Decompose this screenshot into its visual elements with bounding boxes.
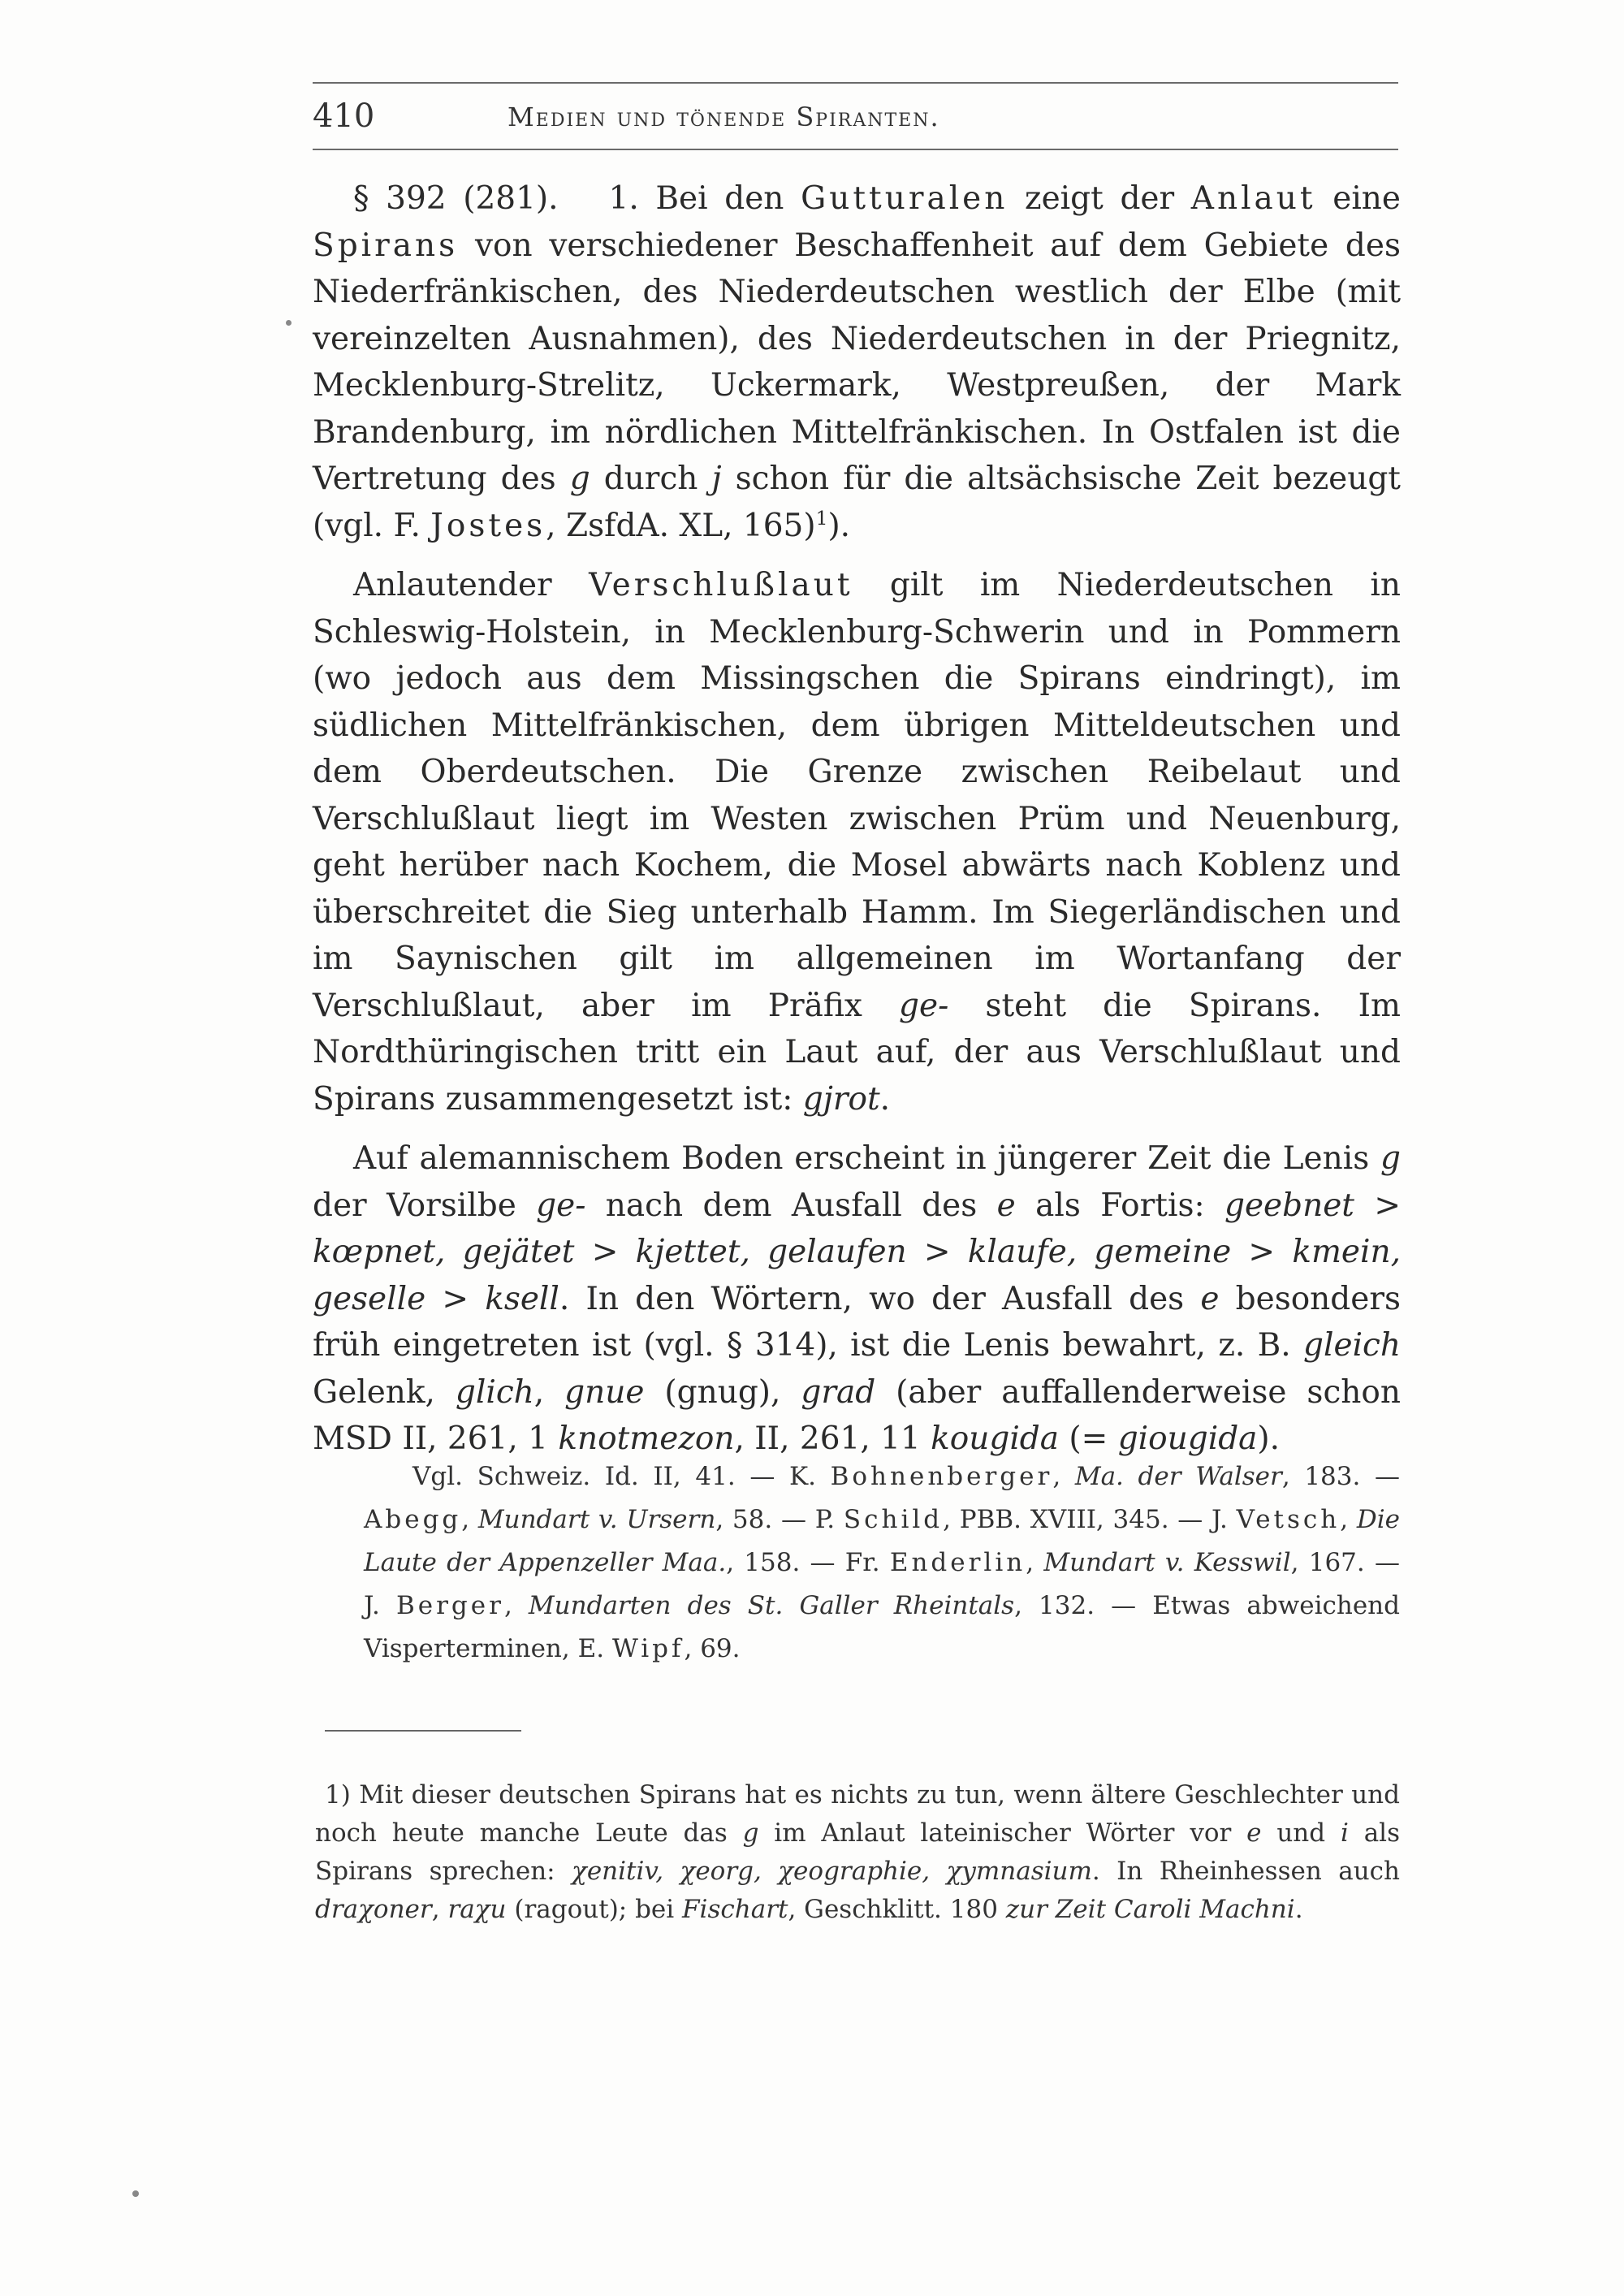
author-jostes: Jostes	[430, 507, 546, 544]
paragraph-alemannisch: Auf alemannischem Boden erscheint in jüngerer Zeit die Lenis g der Vorsilbe ge- nach dem Ausfall des e als Fortis: geebnet > kœpnet, gejätet > kjettet, gelaufen > klaufe, gemeine > kmein, geselle > ksell. In den Wörtern, wo der Ausfall des e besonders früh eingetreten ist (vgl. § 314), ist die Lenis bewahrt, z. B. gleich Gelenk, glich, gnue (gnug), grad (aber auffallenderweise schon MSD II, 261, 1 knotmezon, II, 261, 11 kougida (= giougida).	[313, 1140, 1402, 1457]
paragraph-verschlusslaut: Anlautender Verschlußlaut gilt im Niederdeutschen in Schleswig-Holstein, in Mecklenburg-Schwerin und in Pommern (wo jedoch aus dem Missingschen die Spirans eindringt), im südlichen Mittelfränkischen, dem übrigen Mitteldeutschen und dem Oberdeutschen. Die Grenze zwischen Reibelaut und Verschlußlaut liegt im Westen zwischen Prüm und Neuenburg, geht herüber nach Kochem, die Mosel abwärts nach Koblenz und überschreitet die Sieg unterhalb Hamm. Im Siegerländischen und im Saynischen gilt im allgemeinen im Wortanfang der Verschlußlaut, aber im Präfix ge- steht die Spirans. Im Nordthüringischen tritt ein Laut auf, der aus Verschlußlaut und Spirans zusammengesetzt ist: gjrot.	[313, 567, 1401, 1118]
footnote-1: 1) Mit dieser deutschen Spirans hat es nichts zu tun, wenn ältere Geschlechter und noch heute manche Leute das g im Anlaut lateinischer Wörter vor e und i als Spirans sprechen: χenitiv, χeorg, χeographie, χymnasium. In Rheinhessen auch draχoner, raχu (ragout); bei Fischart, Geschklitt. 180 zur Zeit Caroli Machni.	[315, 1780, 1401, 1924]
item-number: 1.	[608, 180, 639, 217]
footnote-marker: 1)	[325, 1780, 351, 1810]
emphasis-spirans: Spirans	[313, 227, 459, 264]
emphasis-gutturalen: Gutturalen	[801, 180, 1009, 217]
main-text	[313, 175, 1401, 1476]
scan-speck	[286, 320, 292, 326]
running-head: Medien und tönende Spiranten.	[508, 102, 940, 132]
scan-speck	[132, 2190, 139, 2197]
page-number: 410	[313, 97, 375, 135]
page-header	[313, 96, 1398, 136]
header-rule-top	[313, 82, 1398, 84]
emphasis-verschlusslaut: Verschlußlaut	[589, 567, 853, 603]
example-words: geebnet > kœpnet, gejätet > kjettet, gelaufen > klaufe, gemeine > kmein, geselle > ksell	[313, 1187, 1402, 1317]
emphasis-anlaut: Anlaut	[1190, 180, 1316, 217]
footnote-reference[interactable]: 1	[815, 506, 828, 530]
section-number: § 392 (281).	[353, 180, 559, 217]
literature-references: Vgl. Schweiz. Id. II, 41. — K. Bohnenberger, Ma. der Walser, 183. — Abegg, Mundart v. Ursern, 58. — P. Schild, PBB. XVIII, 345. — J. Vetsch, Die Laute der Appenzeller Maa., 158. — Fr. Enderlin, Mundart v. Kesswil, 167. — J. Berger, Mundarten des St. Galler Rheintals, 132. — Etwas abweichend Visperterminen, E. Wipf, 69.	[364, 1462, 1400, 1663]
header-rule-bottom	[313, 149, 1398, 150]
paragraph-392: § 392 (281). 1. Bei den Gutturalen zeigt der Anlaut eine Spirans von verschiedener Beschaffenheit auf dem Gebiete des Niederfränkischen, des Niederdeutschen westlich der Elbe (mit vereinzelten Ausnahmen), des Niederdeutschen in der Priegnitz, Mecklenburg-Strelitz, Uckermark, Westpreußen, der Mark Brandenburg, im nördlichen Mittelfränkischen. In Ostfalen ist die Vertretung des g durch j schon für die altsächsische Zeit bezeugt (vgl. F. Jostes, ZsfdA. XL, 165)$^1$).	[313, 180, 1402, 544]
footnote-separator	[325, 1730, 521, 1732]
